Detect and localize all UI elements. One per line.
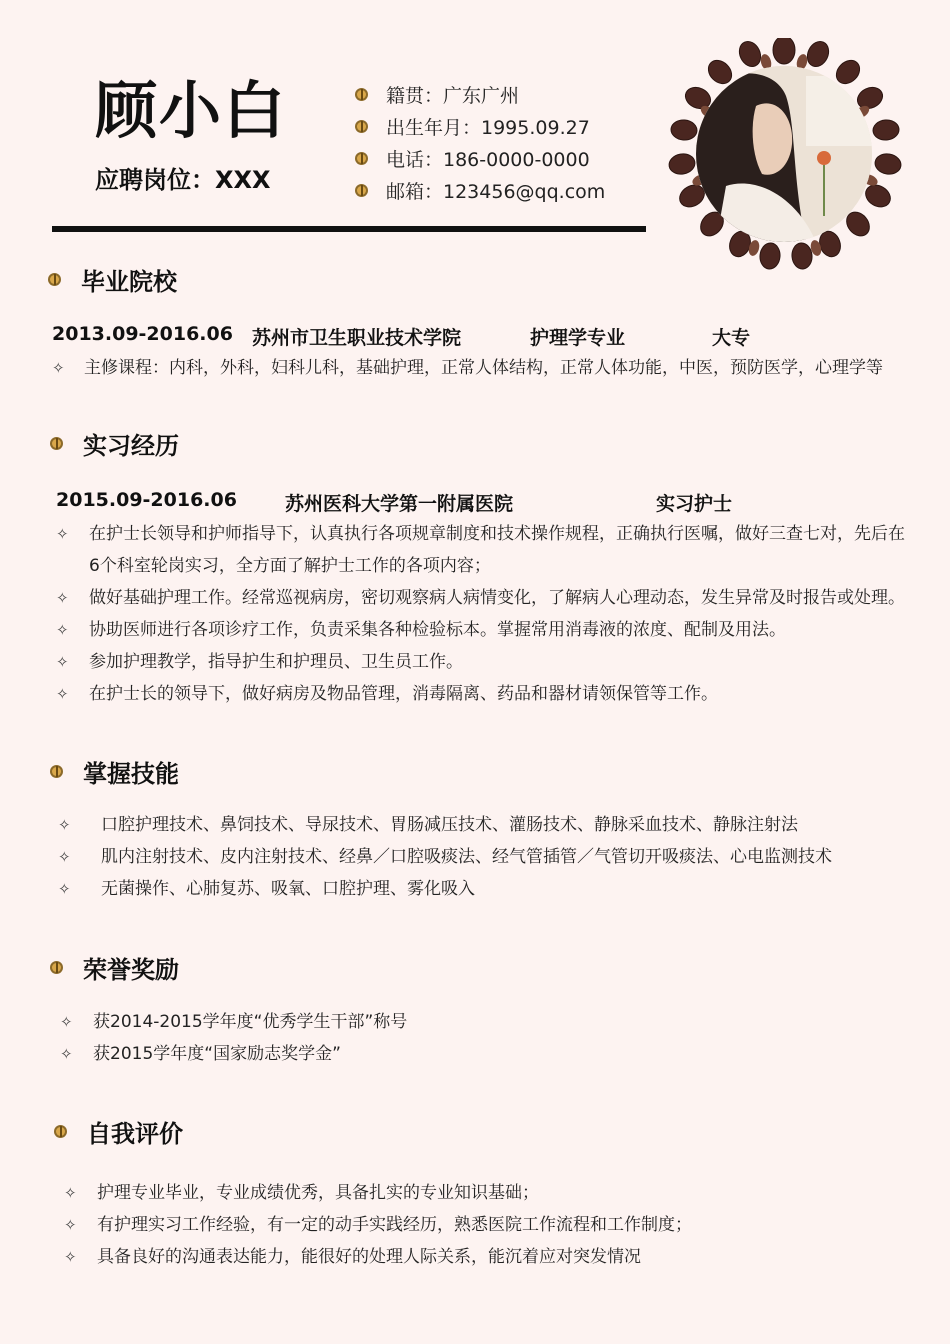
item-text: 参加护理教学，指导护生和护理员、卫生员工作。 bbox=[89, 652, 463, 672]
section-title-text: 毕业院校 bbox=[81, 268, 177, 296]
bullet-icon bbox=[355, 184, 368, 197]
info-email bbox=[355, 174, 605, 206]
bullet-icon bbox=[355, 88, 368, 101]
list-item bbox=[58, 841, 922, 873]
list-item bbox=[56, 678, 922, 710]
section-title-internship bbox=[50, 426, 179, 461]
bullet-icon bbox=[48, 273, 61, 286]
education-period: 2013.09-2016.06 bbox=[52, 323, 233, 345]
self-eval-list bbox=[64, 1177, 920, 1273]
list-item bbox=[58, 809, 922, 841]
star-icon: ✧ bbox=[58, 880, 71, 898]
honors-list bbox=[60, 1006, 920, 1070]
spacer bbox=[56, 550, 89, 582]
portrait-image bbox=[696, 66, 872, 242]
list-item-continuation bbox=[56, 550, 922, 582]
bullet-icon bbox=[50, 961, 63, 974]
item-text: 获2015学年度“国家励志奖学金” bbox=[93, 1044, 341, 1064]
section-title-skills bbox=[50, 754, 179, 789]
star-icon: ✧ bbox=[64, 1216, 77, 1234]
bullet-icon bbox=[50, 765, 63, 778]
list-item bbox=[64, 1241, 920, 1273]
skills-list bbox=[58, 809, 922, 905]
profile-photo-frame bbox=[662, 38, 910, 278]
star-icon: ✧ bbox=[56, 685, 69, 703]
star-icon: ✧ bbox=[60, 1045, 73, 1063]
list-item bbox=[56, 646, 922, 678]
education-list bbox=[52, 352, 922, 384]
internship-header bbox=[56, 489, 732, 516]
list-item bbox=[64, 1209, 920, 1241]
section-title-text: 自我评价 bbox=[87, 1120, 183, 1148]
star-icon: ✧ bbox=[64, 1184, 77, 1202]
item-text: 6个科室轮岗实习，全方面了解护士工作的各项内容； bbox=[89, 556, 491, 576]
education-school: 苏州市卫生职业技术学院 bbox=[252, 327, 462, 349]
list-item bbox=[64, 1177, 920, 1209]
internship-hospital: 苏州医科大学第一附属医院 bbox=[285, 493, 514, 515]
info-hometown bbox=[355, 78, 605, 110]
star-icon: ✧ bbox=[56, 653, 69, 671]
list-item bbox=[56, 582, 922, 614]
item-text: 有护理实习工作经验，有一定的动手实践经历，熟悉医院工作流程和工作制度； bbox=[97, 1215, 692, 1235]
list-item bbox=[60, 1038, 920, 1070]
section-title-text: 掌握技能 bbox=[83, 760, 179, 788]
section-title-text: 实习经历 bbox=[83, 432, 179, 460]
header-divider bbox=[52, 226, 646, 232]
star-icon: ✧ bbox=[56, 589, 69, 607]
bullet-icon bbox=[50, 437, 63, 450]
profile-photo bbox=[696, 66, 872, 242]
education-major: 护理学专业 bbox=[530, 327, 626, 349]
list-item bbox=[58, 873, 922, 905]
item-text: 协助医师进行各项诊疗工作，负责采集各种检验标本。掌握常用消毒液的浓度、配制及用法。 bbox=[89, 620, 786, 640]
info-phone bbox=[355, 142, 605, 174]
star-icon: ✧ bbox=[64, 1248, 77, 1266]
item-text: 主修课程：内科，外科，妇科儿科，基础护理，正常人体结构，正常人体功能，中医，预防医学，心理学等 bbox=[84, 358, 883, 378]
bullet-icon bbox=[355, 120, 368, 133]
star-icon: ✧ bbox=[58, 848, 71, 866]
info-text: 出生年月：1995.09.27 bbox=[386, 116, 590, 139]
list-item bbox=[60, 1006, 920, 1038]
item-text: 在护士长领导和护师指导下，认真执行各项规章制度和技术操作规程，正确执行医嘱，做好三查七对，先后在 bbox=[89, 524, 905, 544]
star-icon: ✧ bbox=[56, 621, 69, 639]
list-item bbox=[56, 518, 922, 550]
list-item bbox=[52, 352, 922, 384]
list-item bbox=[56, 614, 922, 646]
item-text: 护理专业毕业，专业成绩优秀，具备扎实的专业知识基础； bbox=[97, 1183, 539, 1203]
section-title-text: 荣誉奖励 bbox=[83, 956, 179, 984]
internship-list bbox=[56, 518, 922, 710]
star-icon: ✧ bbox=[60, 1013, 73, 1031]
internship-role: 实习护士 bbox=[656, 493, 733, 515]
section-title-honors bbox=[50, 950, 179, 985]
info-text: 籍贯：广东广州 bbox=[386, 84, 520, 107]
item-text: 口腔护理技术、鼻饲技术、导尿技术、胃肠减压技术、灌肠技术、静脉采血技术、静脉注射法 bbox=[101, 815, 798, 835]
item-text: 具备良好的沟通表达能力，能很好的处理人际关系，能沉着应对突发情况 bbox=[97, 1247, 641, 1267]
info-text: 邮箱：123456@qq.com bbox=[386, 180, 606, 203]
item-text: 肌内注射技术、皮内注射技术、经鼻／口腔吸痰法、经气管插管／气管切开吸痰法、心电监测技术 bbox=[101, 847, 832, 867]
item-text: 做好基础护理工作。经常巡视病房，密切观察病人病情变化，了解病人心理动态，发生异常及时报告或处理。 bbox=[89, 588, 905, 608]
star-icon: ✧ bbox=[56, 525, 69, 543]
internship-period: 2015.09-2016.06 bbox=[56, 489, 237, 511]
item-text: 无菌操作、心肺复苏、吸氧、口腔护理、雾化吸入 bbox=[101, 879, 475, 899]
education-header bbox=[52, 323, 750, 350]
personal-info bbox=[355, 78, 605, 206]
candidate-name: 顾小白 bbox=[95, 74, 288, 147]
education-degree: 大专 bbox=[712, 327, 751, 349]
section-title-education bbox=[48, 262, 177, 297]
bullet-icon bbox=[54, 1125, 67, 1138]
item-text: 获2014-2015学年度“优秀学生干部”称号 bbox=[93, 1012, 408, 1032]
applied-position: 应聘岗位：XXX bbox=[95, 166, 271, 194]
section-title-self-eval bbox=[54, 1114, 183, 1149]
item-text: 在护士长的领导下，做好病房及物品管理，消毒隔离、药品和器材请领保管等工作。 bbox=[89, 684, 718, 704]
bullet-icon bbox=[355, 152, 368, 165]
info-birth bbox=[355, 110, 605, 142]
star-icon: ✧ bbox=[58, 816, 71, 834]
info-text: 电话：186-0000-0000 bbox=[386, 148, 590, 171]
star-icon: ✧ bbox=[52, 359, 65, 377]
